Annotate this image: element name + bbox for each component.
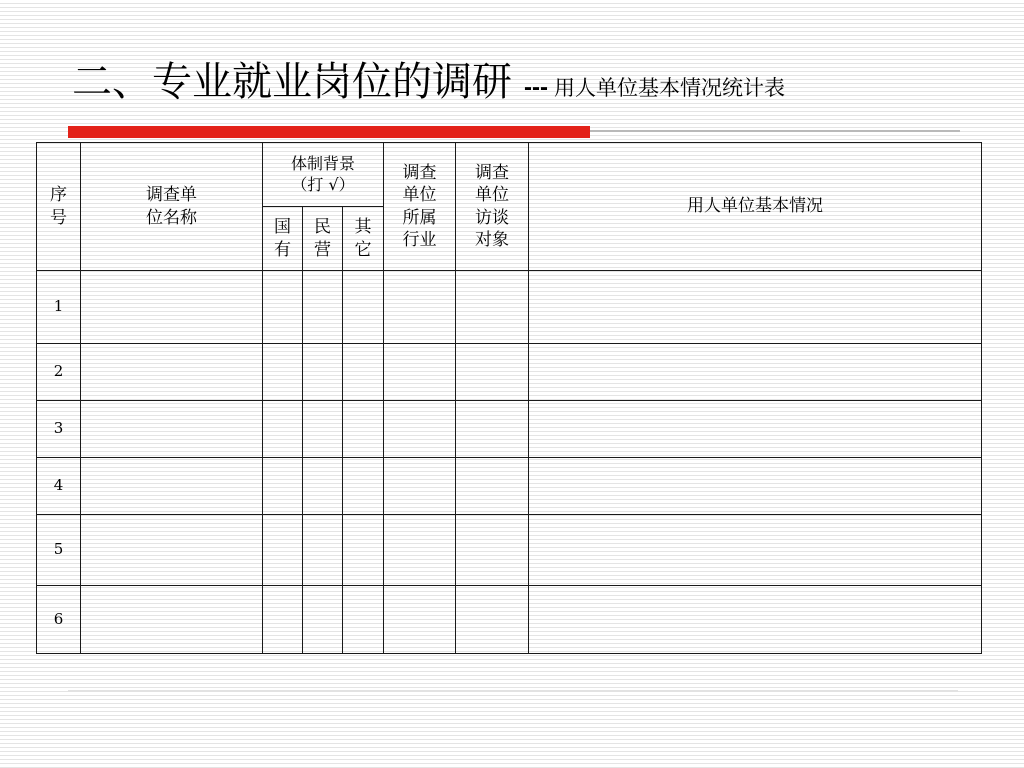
header-system-background: 体制背景 （打 √） — [263, 143, 384, 207]
cell-unit-name — [81, 586, 263, 654]
cell-basic-info — [529, 271, 982, 344]
row-seq: 1 — [37, 271, 81, 344]
cell-industry — [384, 586, 456, 654]
cell-basic-info — [529, 515, 982, 586]
cell-other — [343, 401, 384, 458]
cell-interviewee — [456, 586, 529, 654]
row-seq: 3 — [37, 401, 81, 458]
cell-state-owned — [263, 344, 303, 401]
cell-industry — [384, 515, 456, 586]
cell-unit-name — [81, 271, 263, 344]
table-row — [37, 586, 982, 654]
table-row — [37, 458, 982, 515]
cell-state-owned — [263, 515, 303, 586]
cell-other — [343, 344, 384, 401]
table-row — [37, 271, 982, 344]
row-seq: 2 — [37, 344, 81, 401]
cell-unit-name — [81, 515, 263, 586]
header-unit-name: 调查单 位名称 — [81, 143, 263, 271]
cell-industry — [384, 458, 456, 515]
title-subtitle: 用人单位基本情况统计表 — [553, 76, 785, 100]
survey-table-body — [37, 143, 982, 654]
cell-private — [303, 271, 343, 344]
cell-basic-info — [529, 401, 982, 458]
cell-other — [343, 586, 384, 654]
cell-interviewee — [456, 401, 529, 458]
header-industry: 调查 单位 所属 行业 — [384, 143, 456, 271]
cell-unit-name — [81, 401, 263, 458]
cell-unit-name — [81, 458, 263, 515]
slide-title — [72, 59, 785, 105]
cell-interviewee — [456, 344, 529, 401]
table-row — [37, 515, 982, 586]
row-seq: 5 — [37, 515, 81, 586]
cell-other — [343, 515, 384, 586]
header-interviewee: 调查 单位 访谈 对象 — [456, 143, 529, 271]
title-accent-bar — [68, 126, 590, 138]
table-row — [37, 401, 982, 458]
cell-private — [303, 458, 343, 515]
cell-basic-info — [529, 586, 982, 654]
footer-divider-line — [68, 690, 958, 692]
cell-interviewee — [456, 271, 529, 344]
cell-private — [303, 344, 343, 401]
cell-interviewee — [456, 458, 529, 515]
row-seq: 4 — [37, 458, 81, 515]
cell-state-owned — [263, 271, 303, 344]
title-dash: --- — [524, 74, 548, 101]
table-row — [37, 344, 982, 401]
header-basic-info: 用人单位基本情况 — [529, 143, 982, 271]
cell-state-owned — [263, 401, 303, 458]
cell-unit-name — [81, 344, 263, 401]
cell-other — [343, 458, 384, 515]
title-divider-line — [590, 130, 960, 132]
survey-table — [36, 142, 982, 654]
header-row-top — [37, 143, 982, 207]
cell-industry — [384, 271, 456, 344]
header-seq: 序 号 — [37, 143, 81, 271]
header-other: 其 它 — [343, 207, 384, 271]
cell-state-owned — [263, 458, 303, 515]
cell-basic-info — [529, 344, 982, 401]
cell-private — [303, 586, 343, 654]
cell-private — [303, 515, 343, 586]
header-private: 民 营 — [303, 207, 343, 271]
title-main: 二、专业就业岗位的调研 — [72, 59, 512, 105]
row-seq: 6 — [37, 586, 81, 654]
cell-basic-info — [529, 458, 982, 515]
cell-industry — [384, 344, 456, 401]
cell-private — [303, 401, 343, 458]
cell-industry — [384, 401, 456, 458]
cell-interviewee — [456, 515, 529, 586]
cell-state-owned — [263, 586, 303, 654]
header-state-owned: 国 有 — [263, 207, 303, 271]
cell-other — [343, 271, 384, 344]
